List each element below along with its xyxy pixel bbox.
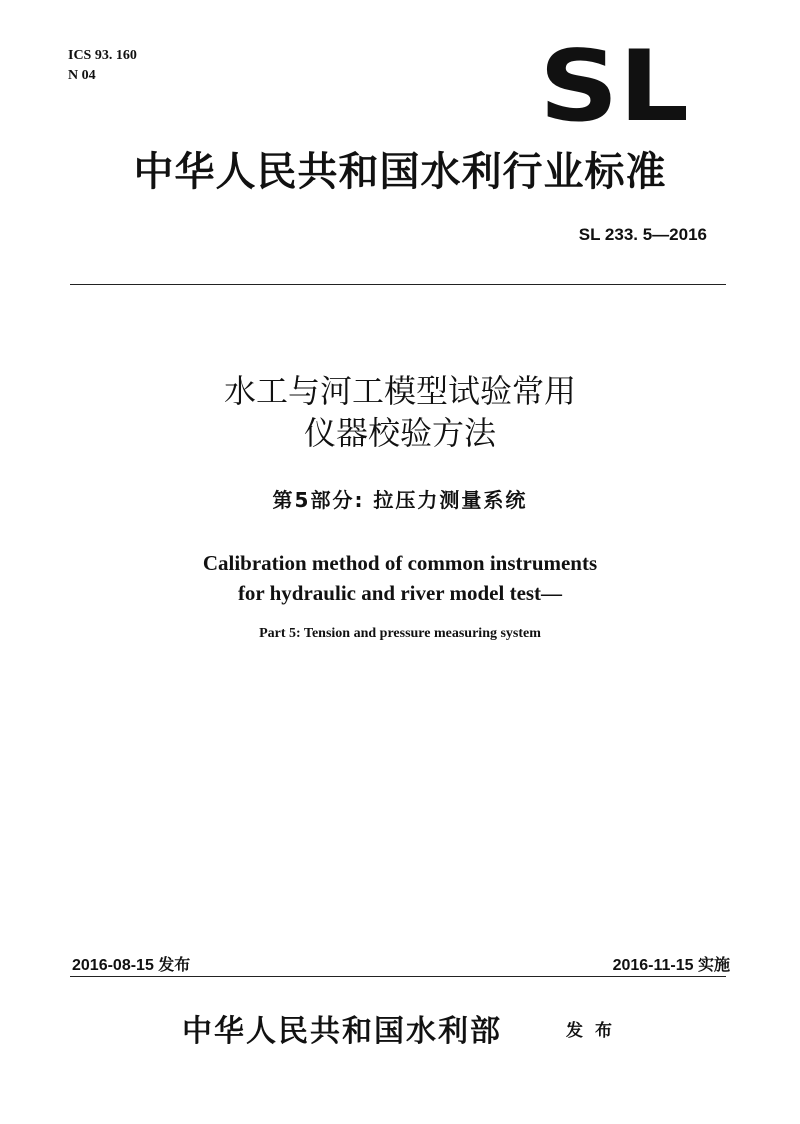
standard-category: 中华人民共和国水利行业标准: [133, 149, 667, 195]
english-part-title: Part 5: Tension and pressure measuring system: [259, 626, 541, 641]
ccs-code: N 04: [68, 68, 96, 83]
chinese-title-line2: 仪器校验方法: [303, 414, 496, 452]
implementation-date: 2016-11-15 实施: [612, 957, 730, 974]
issue-label: 发布: [566, 1021, 624, 1041]
chinese-part-title: 第5部分: 拉压力测量系统: [272, 488, 528, 512]
standard-code: SL 233. 5—2016: [578, 225, 707, 244]
chinese-title-line1: 水工与河工模型试验常用: [223, 372, 576, 410]
english-title: [0, 548, 800, 608]
sl-logo-text: SL: [539, 44, 689, 122]
issue-date: 2016-08-15 发布: [72, 957, 191, 974]
english-title-line2: for hydraulic and river model test—: [237, 581, 563, 605]
bottom-divider: [70, 976, 726, 977]
sl-logo: [538, 44, 690, 122]
classification-codes: [68, 46, 137, 86]
issuing-authority: 中华人民共和国水利部: [182, 1014, 502, 1049]
top-divider: [70, 284, 726, 285]
chinese-title: [0, 370, 800, 454]
ics-code: ICS 93. 160: [68, 48, 137, 63]
english-title-line1: Calibration method of common instruments: [202, 551, 598, 575]
